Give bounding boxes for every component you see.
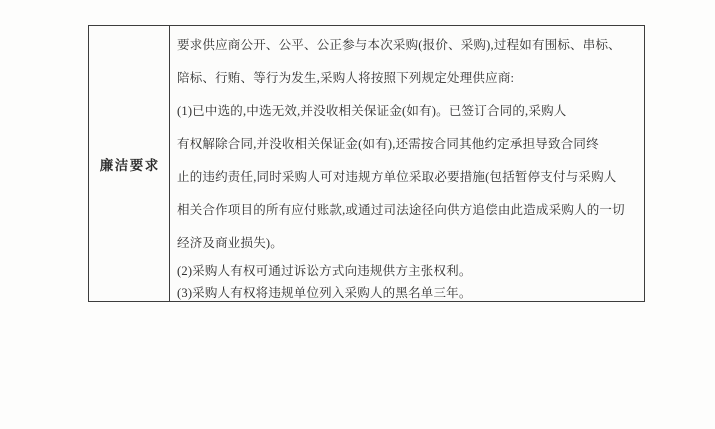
text-line: 止的违约责任,同时采购人可对违规方单位采取必要措施(包括暂停支付与采购人 — [177, 169, 617, 184]
text-line: (3)采购人有权将违规单位列入采购人的黑名单三年。 — [177, 286, 472, 300]
integrity-requirements-table — [88, 25, 645, 302]
paragraph — [177, 95, 640, 260]
text-line: 有权解除合同,并没收相关保证金(如有),还需按合同其他约定承担导致合同终 — [177, 136, 599, 151]
text-line: (1)已中选的,中选无效,并没收相关保证金(如有)。已签订合同的,采购人 — [177, 103, 567, 118]
text-line: 经济及商业损失)。 — [177, 235, 283, 250]
row-header-label: 廉洁要求 — [99, 157, 160, 173]
text-line: (2)采购人有权可通过诉讼方式向违规供方主张权利。 — [177, 263, 472, 278]
paragraph — [177, 29, 640, 95]
row-header-cell — [89, 26, 170, 301]
paragraph — [177, 260, 640, 283]
text-line: 相关合作项目的所有应付账款,或通过司法途径向供方追偿由此造成采购人的一切 — [177, 202, 625, 217]
text-line: 要求供应商公开、公平、公正参与本次采购(报价、采购),过程如有围标、串标、 — [177, 37, 621, 52]
row-content-cell — [170, 26, 644, 301]
paragraph — [177, 282, 640, 301]
text-line: 陪标、行贿、等行为发生,采购人将按照下列规定处理供应商: — [177, 70, 515, 85]
